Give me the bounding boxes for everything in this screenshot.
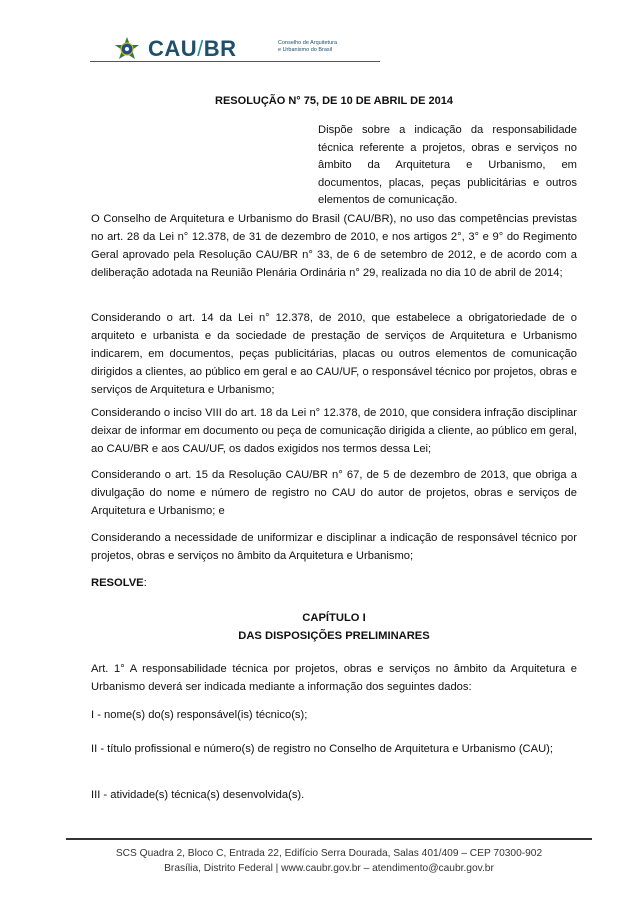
chapter-number: CAPÍTULO I bbox=[302, 612, 366, 624]
resolve-line: RESOLVE: bbox=[91, 577, 147, 589]
article-1: Art. 1° A responsabilidade técnica por projetos, obras e serviços no âmbito da Arquitetura e Urbanismo deverá ser indicada mediante a informação dos seguintes dados: bbox=[91, 663, 577, 693]
resolve-label: RESOLVE bbox=[91, 577, 144, 589]
cau-br-logo: CAU/BR bbox=[148, 36, 237, 61]
consider-paragraph-2: Considerando o inciso VIII do art. 18 da Lei n° 12.378, de 2010, que considera infração disciplinar deixar de informar em documento ou peça de comunicação dirigida a cliente, ao público em geral, ao CAU/BR e aos CAU/UF, os dados exigidos nos termos dessa Lei; bbox=[91, 407, 577, 455]
ementa: Dispõe sobre a indicação da responsabilidade técnica referente a projetos, obras e serviços no âmbito da Arquitetura e Urbanismo, em documentos, placas, peças publicitárias e outros elementos de comunicação. bbox=[318, 124, 577, 206]
brazil-seal-icon bbox=[114, 36, 140, 62]
footer-rule bbox=[66, 838, 592, 840]
footer-address bbox=[66, 846, 592, 876]
item-ii: II - título profissional e número(s) de registro no Conselho de Arquitetura e Urbanismo (CAU); bbox=[91, 743, 554, 755]
chapter-heading bbox=[91, 609, 577, 645]
letterhead bbox=[90, 34, 380, 68]
document-title: RESOLUÇÃO N° 75, DE 10 DE ABRIL DE 2014 bbox=[215, 95, 453, 107]
footer-line-2: Brasília, Distrito Federal | www.caubr.gov.br – atendimento@caubr.gov.br bbox=[164, 863, 494, 874]
chapter-title: DAS DISPOSIÇÕES PRELIMINARES bbox=[238, 630, 430, 642]
preamble-paragraph: O Conselho de Arquitetura e Urbanismo do Brasil (CAU/BR), no uso das competências previstas no art. 28 da Lei n° 12.378, de 31 de dezembro de 2010, e nos artigos 2°, 3° e 9° do Regimento Geral aprovado pela Resolução CAU/BR n° 33, de 6 de setembro de 2012, e de acordo com a deliberação adotada na Reunião Plenária Ordinária n° 29, realizada no dia 10 de abril de 2014; bbox=[91, 213, 577, 279]
logo-subtitle: Conselho de Arquitetura e Urbanismo do Brasil bbox=[278, 40, 338, 53]
consider-paragraph-4: Considerando a necessidade de uniformizar e disciplinar a indicação de responsável técnico por projetos, obras e serviços no âmbito da Arquitetura e Urbanismo; bbox=[91, 532, 577, 562]
consider-paragraph-1: Considerando o art. 14 da Lei n° 12.378, de 2010, que estabelece a obrigatoriedade de o arquiteto e urbanista e da sociedade de prestação de serviços de Arquitetura e Urbanismo indicarem, em documentos, peças publicitárias, placas ou outros elementos de comunicação dirigidos a clientes, ao público em geral e ao CAU/UF, o responsável técnico por projetos, obras e serviços de Arquitetura e Urbanismo; bbox=[91, 312, 577, 396]
item-i: I - nome(s) do(s) responsável(is) técnico(s); bbox=[91, 709, 308, 721]
item-iii: III - atividade(s) técnica(s) desenvolvida(s). bbox=[91, 789, 305, 801]
header-rule bbox=[90, 61, 380, 62]
consider-paragraph-3: Considerando o art. 15 da Resolução CAU/BR n° 67, de 5 de dezembro de 2013, que obriga a divulgação do nome e número de registro no CAU do autor de projetos, obras e serviços de Arquitetura e Urbanismo; e bbox=[91, 469, 577, 517]
footer-line-1: SCS Quadra 2, Bloco C, Entrada 22, Edifício Serra Dourada, Salas 401/409 – CEP 70300-902 bbox=[115, 848, 543, 859]
